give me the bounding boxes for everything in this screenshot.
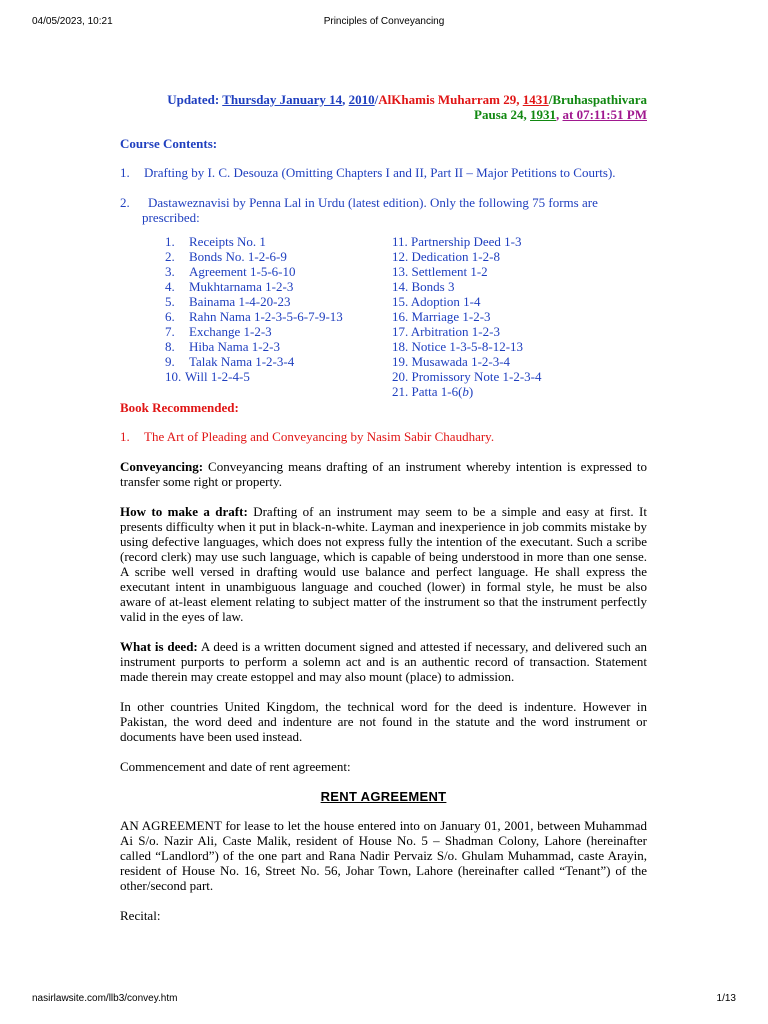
form-item: [165, 324, 343, 339]
form-item-number: 10.: [165, 369, 182, 384]
draft-term: How to make a draft:: [120, 504, 248, 519]
updated-time: at 07:11:51 PM: [562, 107, 647, 122]
commencement-line: Commencement and date of rent agreement:: [120, 759, 351, 774]
conveyancing-text: Conveyancing means drafting of an instrument whereby intention is expressed to transfer some right or property.: [120, 459, 647, 489]
form-item: [392, 339, 542, 354]
form-item-number: 1.: [165, 234, 175, 249]
course-item-2-number: 2.: [120, 195, 130, 210]
book-item-1: [120, 429, 647, 444]
course-item-2-text-cont: prescribed:: [142, 210, 200, 225]
form-item-number: 5.: [165, 294, 175, 309]
form-item: [392, 384, 542, 399]
form-item-text: 15. Adoption 1-4: [392, 294, 481, 309]
form-item-text: 17. Arbitration 1-2-3: [392, 324, 500, 339]
print-header: [0, 16, 768, 30]
form-item-text: Hiba Nama 1-2-3: [189, 339, 280, 354]
form-item-number: 8.: [165, 339, 175, 354]
form-item-number: 7.: [165, 324, 175, 339]
form-item-text: Receipts No. 1: [189, 234, 266, 249]
form-item-number: 4.: [165, 279, 175, 294]
deed-term: What is deed:: [120, 639, 198, 654]
recital-label: Recital:: [120, 908, 161, 923]
form-item-text: Rahn Nama 1-2-3-5-6-7-9-13: [189, 309, 343, 324]
form-item-text: 14. Bonds 3: [392, 279, 455, 294]
form-item: [165, 249, 343, 264]
form-item-text: 16. Marriage 1-2-3: [392, 309, 491, 324]
footer-url: nasirlawsite.com/llb3/convey.htm: [32, 993, 178, 1004]
form-item-number: 2.: [165, 249, 175, 264]
course-item-1: [120, 165, 647, 180]
forms-column-right: [392, 234, 542, 399]
draft-text: Drafting of an instrument may seem to be a simple and easy at first. It presents difficulty when it put in black-n-white. Layman and inexperience in job commits mistake by using defective languages, which does not express fully the intention of the executant. Such a scribe (record clerk) may use such language, which is capable of being understood in more than one sense. A scribe well versed in drafting would use balance and perfect language. He shall express the executant intent in unambiguous language and couched (lower) in formal style, he must be also aware of at-least element relating to subject matter of the instrument so that the instrument perfectly valid in the eyes of law.: [120, 504, 647, 624]
form-item: [165, 279, 343, 294]
form-item-number: 9.: [165, 354, 175, 369]
print-title: Principles of Conveyancing: [323, 16, 445, 27]
form-item: [165, 264, 343, 279]
course-item-1-number: 1.: [120, 165, 130, 180]
form-item: [392, 294, 542, 309]
draft-paragraph: [120, 504, 647, 624]
book-item-title: The Art of Pleading and Conveyancing by Nasim Sabir Chaudhary.: [144, 429, 495, 444]
form-item: [392, 309, 542, 324]
updated-day-link[interactable]: Thursday January 14: [222, 92, 343, 107]
document-body: [120, 92, 647, 923]
course-item-2: [120, 195, 647, 225]
updated-year-link[interactable]: 2010: [348, 92, 375, 107]
form-item: [392, 369, 542, 384]
form-item: [165, 339, 343, 354]
form-item-number: 6.: [165, 309, 175, 324]
form-item-text: 13. Settlement 1-2: [392, 264, 488, 279]
form-item-text: Will 1-2-4-5: [185, 369, 250, 384]
conveyancing-term: Conveyancing:: [120, 459, 204, 474]
rent-agreement-body: AN AGREEMENT for lease to let the house entered into on January 01, 2001, between Muhammad Ai S/o. Nazir Ali, Caste Malik, resident of House No. 5 – Shadman Colony, Lahore (hereinafter called “Landlord”) of the one part and Rana Nadir Pervaiz S/o. Ghulam Muhammad, caste Arayin, resident of House No. 16, Street No. 56, Johar Town, Lahore (hereinafter called “Tenant”) of the other/second part.: [120, 818, 647, 893]
conveyancing-paragraph: [120, 459, 647, 489]
form-item-text: 11. Partnership Deed 1-3: [392, 234, 522, 249]
rent-agreement-title: RENT AGREEMENT: [320, 789, 447, 804]
form-item-text: 12. Dedication 1-2-8: [392, 249, 500, 264]
form-item-text: Mukhtarnama 1-2-3: [189, 279, 294, 294]
form-item-text: Bonds No. 1-2-6-9: [189, 249, 287, 264]
book-recommended-heading: Book Recommended:: [120, 400, 239, 415]
form-item-text: 18. Notice 1-3-5-8-12-13: [392, 339, 524, 354]
course-item-1-text: Drafting by I. C. Desouza (Omitting Chapters I and II, Part II – Major Petitions to Courts).: [144, 165, 616, 180]
forms-column-left: [165, 234, 343, 384]
hijri-year-link[interactable]: 1431: [522, 92, 549, 107]
hijri-date: AlKhamis Muharram 29: [378, 92, 517, 107]
forms-list: [120, 234, 647, 400]
form-item: [165, 354, 343, 369]
form-item-text: Talak Nama 1-2-3-4: [189, 354, 295, 369]
bikrami-day: Bruhaspathivara: [552, 92, 647, 107]
form-item: [392, 354, 542, 369]
footer-page-number: 1/13: [716, 993, 736, 1004]
form-item: [165, 309, 343, 324]
form-item-text: 20. Promissory Note 1-2-3-4: [392, 369, 542, 384]
updated-line: Updated: Thursday January 14, 2010/AlKhamis Muharram 29, 1431/Bruhaspathivara Pausa 24, 1931, at 07:11:51 PM: [167, 92, 647, 122]
bikrami-year-link[interactable]: 1931: [530, 107, 557, 122]
print-timestamp: 04/05/2023, 10:21: [32, 16, 113, 27]
course-item-2-text: Dastaweznavisi by Penna Lal in Urdu (latest edition). Only the following 75 forms are: [148, 195, 598, 210]
form-item-number: 3.: [165, 264, 175, 279]
form-item-text: 19. Musawada 1-2-3-4: [392, 354, 511, 369]
course-contents-heading: Course Contents:: [120, 136, 218, 151]
other-countries-paragraph: In other countries United Kingdom, the technical word for the deed is indenture. However in Pakistan, the word deed and indenture are not found in the statute and the word instrument or documents have been used instead.: [120, 699, 647, 744]
deed-text: A deed is a written document signed and attested if necessary, and delivered such an instrument purports to perform a solemn act and is an authentic record of transaction. Statement made therein may create estoppel and may also mount (place) to admission.: [120, 639, 648, 684]
form-item: [392, 234, 542, 249]
print-footer: [0, 993, 768, 1007]
updated-label: Updated:: [167, 92, 220, 107]
form-item-text: Exchange 1-2-3: [189, 324, 272, 339]
form-item-text: Bainama 1-4-20-23: [189, 294, 291, 309]
book-item-number: 1.: [120, 429, 130, 444]
form-item: [392, 279, 542, 294]
form-item: [392, 249, 542, 264]
form-item: [392, 264, 542, 279]
form-item: [165, 234, 343, 249]
patta-close-paren: ): [468, 384, 474, 399]
form-item: [392, 324, 542, 339]
form-item-text: 21. Patta 1-6(: [392, 384, 463, 399]
form-item: [165, 369, 343, 384]
form-item: [165, 294, 343, 309]
bikrami-date: Pausa 24: [474, 107, 524, 122]
deed-paragraph: [120, 639, 647, 684]
form-item-text: Agreement 1-5-6-10: [189, 264, 296, 279]
patta-italic-letter: b: [462, 384, 469, 399]
